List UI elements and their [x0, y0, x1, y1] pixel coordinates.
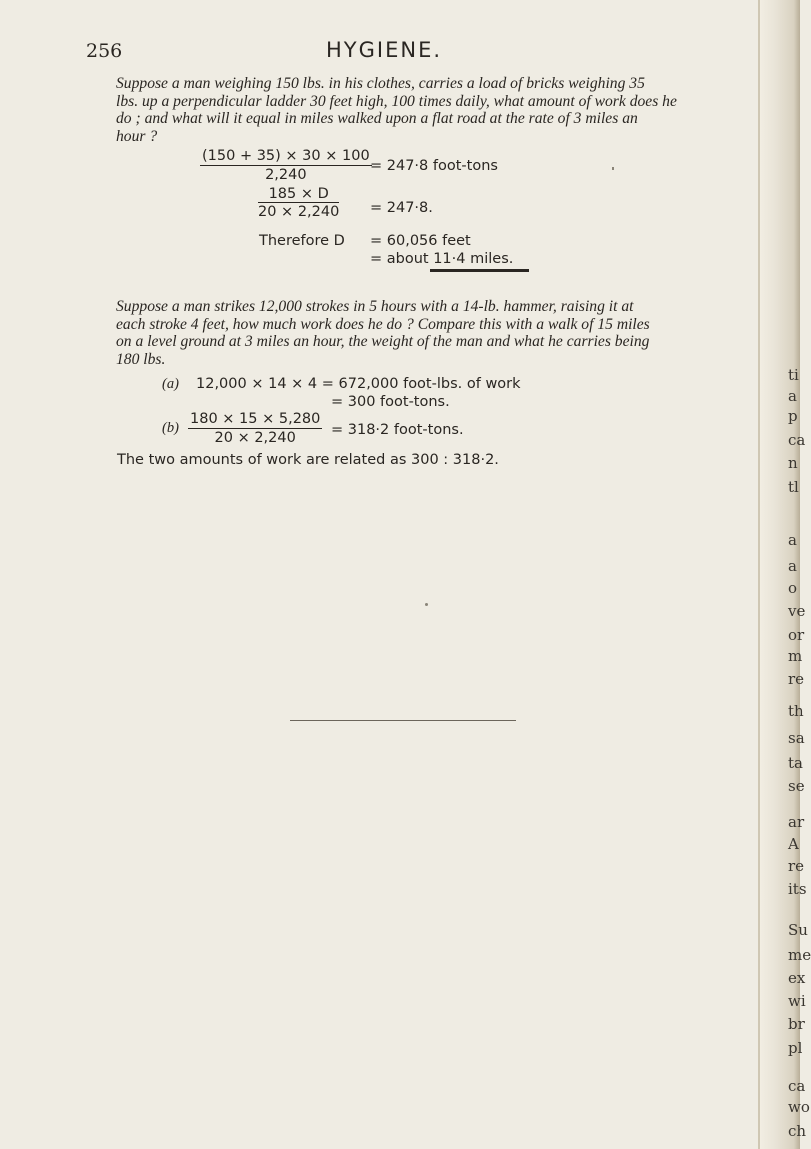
problem-1-statement [116, 75, 683, 145]
adjacent-page-fragment: ex [788, 969, 806, 987]
part-a-result: = 300 foot-tons. [331, 394, 450, 410]
running-head: HYGIENE. [326, 38, 443, 62]
problem-1-fraction-1 [200, 148, 372, 183]
paper-speck [612, 167, 614, 170]
problem-1-line-3: do ; and what will it equal in miles walked upon a flat road at the rate of 3 miles an [116, 110, 638, 128]
adjacent-page-fragment: m [788, 647, 803, 665]
paper-speck [425, 603, 428, 606]
fraction-2-denominator: 20 × 2,240 [258, 204, 340, 220]
part-a-label: (a) [162, 376, 179, 392]
problem-1-line-4: hour ? [116, 127, 158, 145]
problem-2-line-1: Suppose a man strikes 12,000 strokes in 5 hours with a 14-lb. hammer, raising it at [116, 298, 634, 315]
adjacent-page-fragment: ve [788, 602, 806, 620]
adjacent-page-fragment: wi [788, 992, 806, 1010]
fraction-2-numerator: 185 × D [268, 186, 329, 202]
page-gutter-line [758, 0, 760, 1149]
adjacent-page-fragment: Su [788, 921, 808, 939]
fraction-2-result: = 247·8. [370, 200, 433, 216]
adjacent-page-fragment: re [788, 857, 805, 875]
adjacent-page-fragment: sa [788, 729, 805, 747]
adjacent-page-fragment: ta [788, 754, 803, 772]
part-a-expression: 12,000 × 14 × 4 = 672,000 foot-lbs. of work [196, 376, 521, 392]
page-header [86, 38, 686, 68]
part-b-result: = 318·2 foot-tons. [331, 422, 464, 438]
adjacent-page-fragment: pl [788, 1039, 803, 1057]
adjacent-page-fragment: a [788, 531, 797, 549]
adjacent-page-fragment: o [788, 579, 798, 597]
adjacent-page-fragment: A [788, 835, 799, 853]
adjacent-page-fragment: a [788, 387, 797, 405]
adjacent-page-fragment: wo [788, 1098, 810, 1116]
adjacent-page-fragment: re [788, 670, 805, 688]
fraction-1-numerator: (150 + 35) × 30 × 100 [202, 148, 370, 164]
adjacent-page-edge [758, 0, 811, 1149]
problem-2-line-2: each stroke 4 feet, how much work does he do ? Compare this with a walk of 15 miles [116, 315, 650, 333]
problem-2-line-3: on a level ground at 3 miles an hour, the weight of the man and what he carries being [116, 333, 650, 351]
fraction-1-denominator: 2,240 [265, 167, 307, 183]
adjacent-page-fragment: th [788, 702, 804, 720]
part-b-denominator: 20 × 2,240 [214, 430, 296, 446]
adjacent-page-fragment: br [788, 1015, 805, 1033]
adjacent-page-fragment: p [788, 407, 798, 425]
part-b-numerator: 180 × 15 × 5,280 [190, 411, 321, 427]
problem-1-line-1: Suppose a man weighing 150 lbs. in his clothes, carries a load of bricks weighing 35 [116, 75, 645, 92]
problem-2-statement [116, 298, 683, 368]
problem-1-line-2: lbs. up a perpendicular ladder 30 feet high, 100 times daily, what amount of work does he [116, 92, 677, 110]
part-b-fraction [188, 411, 322, 446]
therefore-result: = 60,056 feet [370, 233, 471, 249]
adjacent-page-fragment: ch [788, 1122, 807, 1140]
problem-1-fraction-2 [258, 186, 339, 220]
about-miles-result: = about 11·4 miles. [370, 251, 514, 267]
section-rule [290, 720, 516, 721]
fraction-1-result: = 247·8 foot-tons [370, 158, 498, 174]
adjacent-page-fragment: se [788, 777, 805, 795]
page-number: 256 [86, 40, 123, 62]
adjacent-page-fragment: or [788, 626, 805, 644]
adjacent-page-fragment: ca [788, 1077, 806, 1095]
therefore-label: Therefore D [259, 233, 345, 249]
adjacent-page-fragment: ca [788, 431, 806, 449]
conclusion-line: The two amounts of work are related as 300 : 318·2. [117, 452, 499, 468]
adjacent-page-fragment: ar [788, 813, 805, 831]
underline-rule [430, 269, 529, 272]
problem-2-line-4: 180 lbs. [116, 350, 166, 368]
adjacent-page-fragment: me [788, 946, 811, 964]
part-b-label: (b) [162, 420, 179, 436]
adjacent-page-fragment: tl [788, 478, 799, 496]
adjacent-page-fragment: n [788, 454, 798, 472]
adjacent-page-fragment: a [788, 557, 797, 575]
adjacent-page-fragment: its [788, 880, 807, 898]
adjacent-page-fragment: ti [788, 366, 799, 384]
